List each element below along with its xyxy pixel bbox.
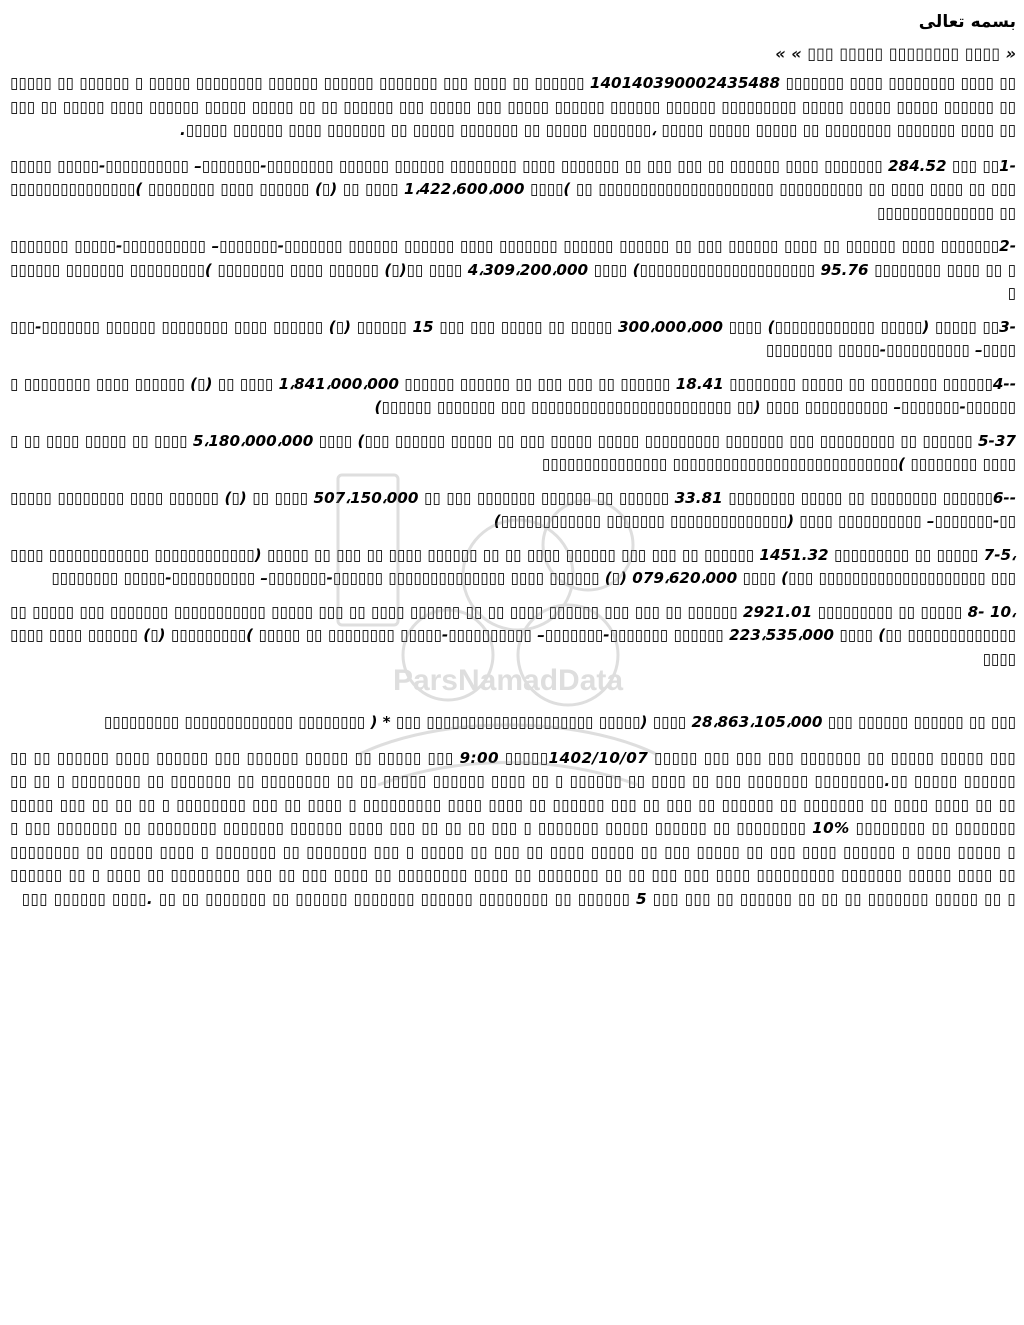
item-6: --6▯▯▯▯▯▯ ▯▯▯▯▯▯▯▯ ▯▯ ▯▯▯▯▯ ▯▯▯▯▯▯▯▯ 33.81 ▯▯▯▯▯▯ ▯▯ ▯▯▯▯▯▯ ▯▯▯▯▯▯▯ ▯▯▯ ▯▯ 507،150،000 ▯▯▯▯ ▯▯ (▯) ▯▯▯▯▯▯ ▯▯▯▯ ▯▯▯▯▯▯▯▯ ▯▯▯▯▯▯▯-▯▯▯▯▯▯▯– ▯▯▯▯▯▯▯▯▯▯ ▯▯▯▯ (▯▯▯▯▯▯▯▯▯▯▯▯▯▯ ▯▯▯▯▯▯▯ ▯▯▯▯▯▯▯▯▯▯▯▯) [10,488,1016,530]
item-8: ،10 -8 ▯▯▯▯▯ ▯▯ ▯▯▯▯▯▯▯▯▯ 2921.01 ▯▯▯▯▯▯ ▯▯ ▯▯▯ ▯▯▯ ▯▯▯▯▯▯ ▯▯▯▯ ▯▯ ▯▯ ▯▯▯▯▯▯ ▯▯▯▯ ▯▯ ▯▯▯ ▯▯▯▯▯ ▯▯▯▯▯▯▯▯▯▯▯ ▯▯▯▯▯▯▯ ▯▯▯ ▯▯▯▯▯ ▯▯▯▯▯▯▯▯▯▯▯▯▯▯▯ ▯▯) ▯▯▯▯ 223،535،000 ▯▯▯▯▯▯ ▯▯▯▯▯▯▯-▯▯▯▯▯▯▯– ▯▯▯▯▯▯▯▯▯▯-▯▯▯▯▯ ▯▯▯▯▯▯▯▯ ▯▯ ▯▯▯▯▯ )▯▯▯▯▯▯▯▯▯ (▯) ▯▯▯▯▯▯ ▯▯▯▯ ▯▯▯▯▯▯▯▯ [10,602,1017,668]
item-7: ،7-5 ▯▯▯▯▯ ▯▯ ▯▯▯▯▯▯▯▯▯ 1451.32 ▯▯▯▯▯▯ ▯▯ ▯▯▯ ▯▯▯ ▯▯▯▯▯▯ ▯▯▯▯ ▯▯ ▯▯ ▯▯▯▯▯▯ ▯▯▯▯ ▯▯ ▯▯▯ ▯▯ ▯▯▯▯▯ (▯▯▯▯▯▯▯▯▯▯▯▯ ▯▯▯▯▯▯▯▯▯▯▯▯ ▯▯▯▯▯▯▯ ▯▯▯▯▯▯▯▯▯▯▯▯▯▯▯▯▯▯▯▯ ▯▯▯) ▯▯▯▯ 079،620،000 (▯) ▯▯▯▯▯▯ ▯▯▯▯ ▯▯▯▯▯▯▯▯▯▯▯▯▯▯ ▯▯▯▯▯▯-▯▯▯▯▯▯▯– ▯▯▯▯▯▯▯▯▯▯-▯▯▯▯▯ ▯▯▯▯▯▯▯▯ [10,545,1017,587]
item-4: --4▯▯▯▯▯▯ ▯▯▯▯▯▯▯▯ ▯▯ ▯▯▯▯▯ ▯▯▯▯▯▯▯▯ 18.41 ▯▯▯▯▯▯ ▯▯ ▯▯▯ ▯▯▯ ▯▯ ▯▯▯▯▯▯ ▯▯▯▯▯▯ 1،841،000،000 ▯▯▯▯ ▯▯ (▯) ▯▯▯▯▯▯ ▯▯▯▯ ▯▯▯▯▯▯▯▯ ▯▯▯▯▯▯▯-▯▯▯▯▯▯▯– ▯▯▯▯▯▯▯▯▯▯ ▯▯▯▯ (▯▯ ▯▯▯▯▯▯▯▯▯▯▯▯▯▯▯▯▯▯▯▯▯▯▯▯ ▯▯▯ ▯▯▯▯▯▯▯ ▯▯▯▯▯▯) [10,374,1016,416]
section-spacer [10,681,1016,711]
closing-paragraph: ▯▯▯ ▯▯▯▯▯ ▯▯▯▯▯ ▯▯ ▯▯▯▯▯▯▯ ▯▯▯ ▯▯▯ ▯▯▯ ▯▯▯▯▯ 1402/10/07▯▯▯▯▯ 9:00 ▯▯▯ ▯▯▯▯▯ ▯▯ ▯▯▯▯▯ ▯▯▯▯▯▯ ▯▯▯ ▯▯▯▯▯▯ ▯▯▯▯ ▯▯▯▯▯▯ ▯▯ ▯▯▯▯▯▯▯▯ ▯▯▯▯▯ ▯▯.▯▯▯▯▯▯▯▯ ▯▯▯▯▯▯▯ ▯▯▯ ▯▯ ▯▯▯▯ ▯▯ ▯▯▯▯▯▯ ▯ ▯▯ ▯▯▯▯ ▯▯▯▯▯▯ ▯▯▯▯▯ ▯▯ ▯▯ ▯▯▯▯▯▯▯▯ ▯▯ ▯▯▯▯▯▯▯ ▯▯ ▯▯▯▯▯▯▯▯ ▯ ▯▯ ▯▯▯▯ ▯▯ ▯▯▯▯ ▯▯▯▯ ▯▯ ▯▯▯▯▯▯▯ ▯▯ ▯▯▯▯▯▯ ▯▯ ▯▯▯ ▯▯ ▯▯▯ ▯▯▯▯▯▯ ▯▯ ▯▯▯▯ ▯▯▯▯ ▯▯▯▯▯▯▯▯▯ ▯ ▯▯▯▯ ▯▯ ▯▯▯ ▯▯▯▯▯▯▯▯ ▯ ▯▯ ▯▯ ▯▯ ▯▯▯ ▯▯▯▯▯ ▯▯▯▯▯▯▯ ▯▯ ▯▯▯▯▯▯▯▯ 10% ▯▯▯▯▯▯▯▯ ▯▯ ▯▯▯▯▯▯ ▯▯▯▯▯ ▯▯▯▯▯▯▯ ▯ ▯▯▯ ▯▯ ▯▯ ▯▯ ▯▯▯ ▯▯▯▯ ▯▯▯▯▯▯ ▯▯▯▯▯▯▯ ▯▯▯▯▯▯▯▯ ▯▯ ▯▯▯▯▯▯▯ ▯▯▯ ▯▯ ▯▯▯▯▯ ▯▯▯▯ ▯ ▯▯▯▯▯▯ ▯▯▯▯ ▯▯▯ ▯▯ ▯▯▯▯▯ ▯▯▯ ▯▯ ▯▯▯▯▯ ▯▯▯▯ ▯▯ ▯▯▯ ▯▯ ▯▯▯▯▯ ▯ ▯▯▯ ▯▯▯▯▯▯▯ ▯▯ ▯▯▯▯▯▯▯ ▯ ▯▯▯▯ ▯▯▯▯▯ ▯▯ ▯▯▯▯▯▯▯▯ ▯▯ ▯▯▯▯ ▯▯▯▯▯ ▯▯▯▯▯▯▯ ▯▯▯▯▯▯▯▯▯ ▯▯▯▯ ▯▯▯ ▯▯▯ ▯▯ ▯▯ ▯▯▯▯▯▯▯ ▯▯ ▯▯▯▯ ▯▯▯▯▯▯▯▯ ▯▯ ▯▯▯▯ ▯▯▯ ▯▯ ▯▯▯ ▯▯▯▯▯▯▯▯ ▯▯ ▯▯▯▯ ▯ ▯▯ ▯▯▯▯▯▯▯ ▯▯ ▯▯▯▯▯ ▯▯▯▯▯▯▯ ▯▯ ▯▯ ▯▯ ▯▯▯▯▯▯ ▯▯ ▯▯▯ ▯▯▯ 5 ▯▯▯▯▯▯ ▯▯ ▯▯▯▯▯▯▯▯ ▯▯▯▯▯▯ ▯▯▯▯▯▯▯ ▯▯▯▯▯▯ ▯▯ ▯▯▯▯▯▯▯ ▯▯ ▯▯ .▯▯▯▯ ▯▯▯▯▯▯ ▯▯▯ [10,748,1016,908]
document-subtitle: « ▯▯▯▯ ▯▯▯▯▯▯▯▯ ▯▯▯▯▯ ▯▯▯ » » [775,44,1016,63]
document-page [10,10,1016,923]
item-5: 5-37 ▯▯▯▯▯▯ ▯▯ ▯▯▯▯▯▯▯▯▯ ▯▯▯ ▯▯▯▯▯▯▯ ▯▯▯▯▯▯▯▯▯ ▯▯▯▯▯ ▯▯▯▯▯ ▯▯▯ ▯▯ ▯▯▯▯▯ ▯▯▯▯▯▯ ▯▯▯) ▯▯▯▯ 5،180،000،000 ▯▯▯▯ ▯▯ ▯▯▯▯▯ ▯▯▯▯ ▯▯ ▯▯▯▯▯ ▯▯▯▯▯▯▯▯ )▯▯▯▯▯▯▯▯▯▯▯▯▯▯▯▯▯▯▯▯▯▯▯▯▯▯▯ ▯▯▯▯▯▯▯▯▯▯▯▯▯▯▯ [10,431,1016,473]
item-3: -3▯▯ ▯▯▯▯▯ (▯▯▯▯▯ ▯▯▯▯▯▯▯▯▯▯▯▯) ▯▯▯▯ 300،000،000 ▯▯▯▯▯ ▯▯ ▯▯▯▯▯ ▯▯▯ ▯▯▯ 15 ▯▯▯▯▯▯ (▯) ▯▯▯▯▯▯ ▯▯▯▯ ▯▯▯▯▯▯▯▯ ▯▯▯▯▯▯ ▯▯▯▯▯▯▯-▯▯▯▯▯▯▯– ▯▯▯▯▯▯▯▯▯▯-▯▯▯▯▯ ▯▯▯▯▯▯▯▯ [10,317,1016,359]
item-2: -2▯▯▯▯▯▯▯ ▯▯▯▯ ▯▯▯▯▯▯ ▯▯ ▯▯▯▯ ▯▯▯▯▯▯ ▯▯▯ ▯▯ ▯▯▯▯▯▯ ▯▯▯▯▯▯ ▯▯▯▯▯▯▯ ▯▯▯▯ ▯▯▯▯▯▯ ▯▯▯▯▯▯ ▯▯▯▯▯▯▯-▯▯▯▯▯▯▯– ▯▯▯▯▯▯▯▯▯▯-▯▯▯▯▯ ▯▯▯▯▯▯▯▯ ▯▯ ▯▯▯▯ ▯▯▯▯▯▯▯▯ 95.76 ▯▯▯▯▯▯▯▯▯▯▯▯▯▯▯▯▯▯▯▯▯) ▯▯▯▯ 4،309،200،000 ▯▯▯▯ ▯▯(▯) ▯▯▯▯▯▯ ▯▯▯▯ ▯▯▯▯▯▯▯▯ )▯▯▯▯▯▯▯▯▯ ▯▯▯▯▯▯▯ ▯▯▯▯▯▯▯ [10,237,1017,302]
watermark-text: ParsNamadData [392,664,624,697]
intro-paragraph: ▯▯ ▯▯▯▯ ▯▯▯▯▯▯▯▯ ▯▯▯▯ ▯▯▯▯▯▯▯ 140140390002435488 ▯▯▯▯▯▯ ▯▯ ▯▯▯▯ ▯▯▯ ▯▯▯▯▯▯▯ ▯▯▯▯▯▯ ▯▯▯▯▯▯ ▯▯▯▯▯▯▯▯ ▯▯▯▯▯ ▯ ▯▯▯▯▯▯ ▯▯ ▯▯▯▯▯▯▯ ▯▯▯▯▯▯ ▯▯▯▯▯ ▯▯▯▯▯ ▯▯▯▯▯ ▯▯▯▯▯▯▯▯▯ ▯▯▯▯▯▯ ▯▯▯▯▯▯ ▯▯▯▯▯▯ ▯▯▯▯▯ ▯▯▯ ▯▯▯▯▯ ▯▯▯ ▯▯▯▯▯▯ ▯▯ ▯▯ ▯▯▯▯▯ ▯▯▯▯▯ ▯▯▯▯▯▯ ▯▯▯▯ ▯▯▯▯▯ ▯▯ ▯▯▯▯▯ ▯▯▯▯ ▯▯▯▯▯▯▯ ▯▯▯▯▯▯▯▯ ▯▯ ▯▯▯▯▯ ▯▯▯▯▯ ▯▯▯▯▯ ،▯▯▯▯▯▯▯ ▯▯▯▯▯ ▯▯ ▯▯▯▯▯▯▯ ▯▯▯▯▯ ▯▯ ▯▯▯▯▯▯▯ ▯▯▯▯ ▯▯▯▯▯▯ ▯▯▯▯▯. [10,74,1016,139]
item-1: -1▯▯ ▯▯▯ 284.52 ▯▯▯▯▯▯▯ ▯▯▯▯ ▯▯▯▯▯▯ ▯▯ ▯▯▯ ▯▯▯ ▯▯ ▯▯▯▯▯▯▯ ▯▯▯▯ ▯▯▯▯▯▯▯▯ ▯▯▯▯▯▯ ▯▯▯▯▯▯ ▯▯▯▯▯▯▯▯-▯▯▯▯▯▯▯– ▯▯▯▯▯▯▯▯▯▯-▯▯▯▯▯ ▯▯▯▯▯▯▯▯ ▯▯ ▯▯▯▯ ▯▯▯▯ ▯▯ ▯▯▯▯▯▯▯▯▯▯ ▯▯▯▯▯▯▯▯▯▯▯▯▯▯▯▯▯▯▯▯▯ ▯▯ )▯▯▯▯ 1،422،600،000 ▯▯▯▯ ▯▯ (▯) ▯▯▯▯▯▯ ▯▯▯▯ ▯▯▯▯▯▯▯▯ )▯▯▯▯▯▯▯▯▯▯▯▯▯▯▯▯▯ ▯▯▯▯▯▯▯▯▯▯▯▯▯▯ [10,156,1017,222]
document-title: بسمه تعالی [918,12,1016,32]
total-paragraph: ▯▯▯ ▯▯ ▯▯▯▯▯▯ ▯▯▯▯▯▯ ▯▯▯ 28،863،105،000 ▯▯▯▯ (▯▯▯▯▯ ▯▯▯▯▯▯▯▯▯▯▯▯▯▯▯▯▯▯▯▯ ▯▯▯ * ( ▯▯▯▯▯▯▯▯ ▯▯▯▯▯▯▯▯▯▯▯▯▯ ▯▯▯▯▯▯▯▯▯ [103,713,1016,731]
